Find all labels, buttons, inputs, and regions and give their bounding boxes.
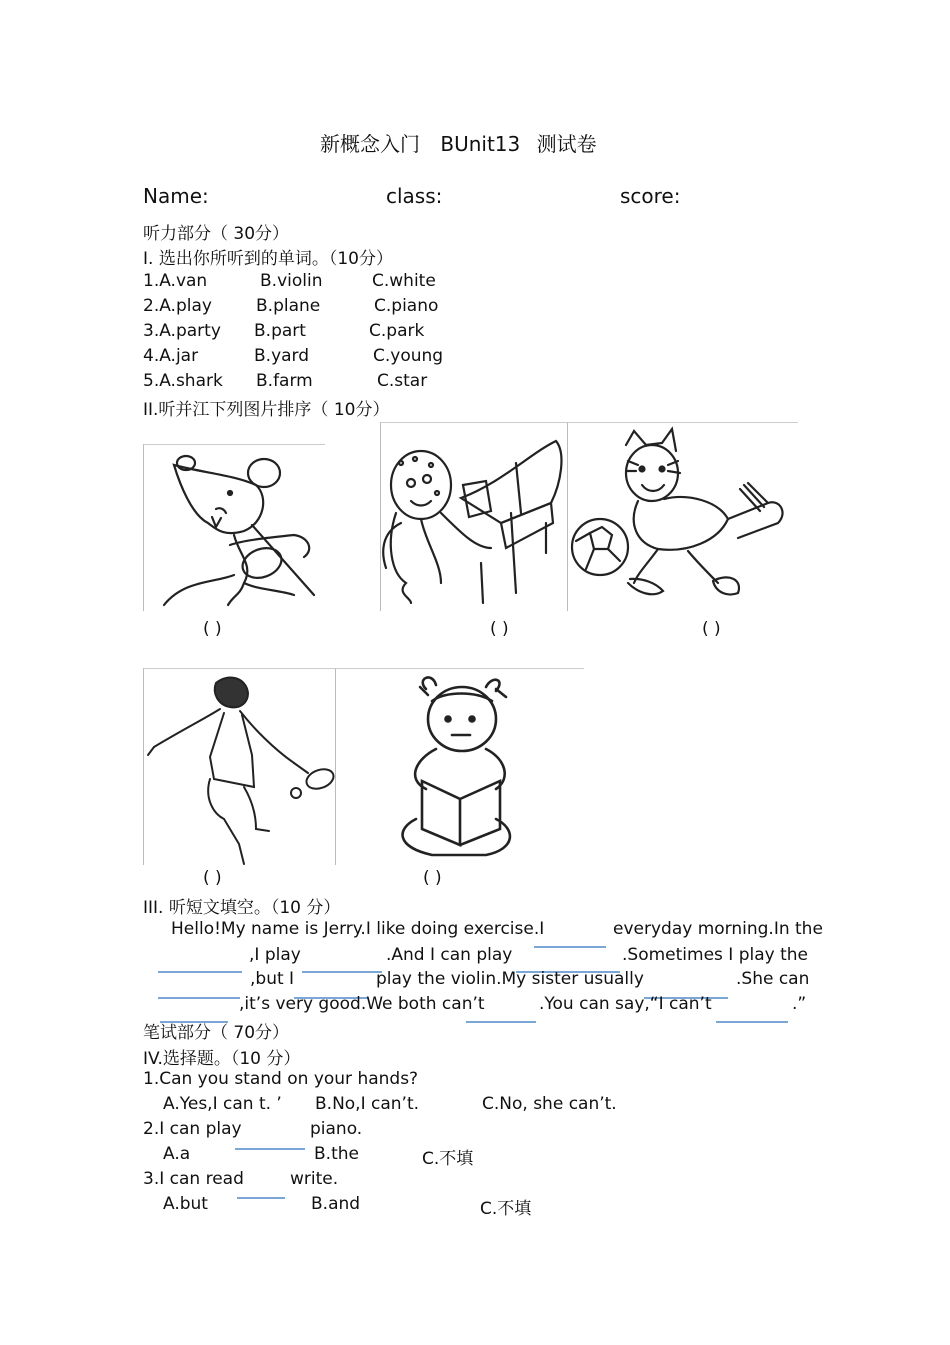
q3-option-a[interactable]: A.but — [163, 1194, 208, 1214]
passage-line-4-c: .” — [792, 994, 807, 1014]
s1-r3-a: 3.A.party — [143, 321, 221, 341]
section3-heading: III. 听短文填空。（10 分） — [143, 898, 341, 918]
q3-text-b: write. — [290, 1169, 339, 1189]
q1-text: 1.Can you stand on your hands? — [143, 1069, 419, 1089]
score-label: score: — [620, 184, 681, 208]
q1-option-c[interactable]: C.No, she can’t. — [482, 1094, 617, 1114]
passage-line-1-text: Hello!My name is Jerry.I like doing exercise.I — [171, 919, 545, 939]
q1-option-b[interactable]: B.No,I can’t. — [315, 1094, 420, 1114]
passage-line-3-c: .She can — [736, 969, 810, 989]
s1-r4-c: C.young — [373, 346, 444, 366]
s1-r4-b: B.yard — [254, 346, 310, 366]
s1-r2-c: C.piano — [374, 296, 439, 316]
passage-line-3-b: play the violin.My sister usually — [376, 969, 644, 989]
name-label: Name: — [143, 184, 209, 208]
passage-line-2-c: .Sometimes I play the — [622, 945, 808, 965]
s1-r5-c: C.star — [377, 371, 428, 391]
q2-option-a[interactable]: A.a — [163, 1144, 191, 1164]
octopus-piano-picture — [380, 422, 568, 611]
q2-option-b[interactable]: B.the — [314, 1144, 359, 1164]
q2-text-a: 2.I can play — [143, 1119, 242, 1139]
s1-r4-a: 4.A.jar — [143, 346, 199, 366]
section4-heading: IV.选择题。（10 分） — [143, 1049, 301, 1069]
fill-blank-1[interactable] — [534, 933, 606, 952]
class-label: class: — [386, 184, 443, 208]
passage-line-4-b: .You can say,“I can’t — [539, 994, 712, 1014]
s1-r5-a: 5.A.shark — [143, 371, 223, 391]
mouse-violin-picture — [143, 444, 325, 611]
passage-line-3-a: ,but I — [250, 969, 295, 989]
passage-line-1-end: everyday morning.In the — [613, 919, 823, 939]
q3-option-b[interactable]: B.and — [311, 1194, 361, 1214]
fill-blank-9[interactable] — [466, 1008, 536, 1027]
q2-text-b: piano. — [310, 1119, 363, 1139]
s1-r3-c: C.park — [369, 321, 425, 341]
answer-paren-1[interactable]: ( ) — [203, 619, 222, 639]
section2-heading: II.听并江下列图片排序（ 10分） — [143, 400, 390, 420]
q1-option-a[interactable]: A.Yes,I can t. ’ — [163, 1094, 282, 1114]
answer-paren-5[interactable]: ( ) — [423, 868, 442, 888]
section1-heading: I. 选出你所听到的单词。（10分） — [143, 249, 393, 269]
cat-football-picture — [567, 422, 798, 611]
listening-heading: 听力部分（ 30分） — [143, 224, 290, 244]
girl-reading-picture — [335, 668, 584, 865]
passage-line-2-a: ,I play — [249, 945, 301, 965]
s1-r2-a: 2.A.play — [143, 296, 212, 316]
s1-r1-c: C.white — [372, 271, 436, 291]
q3-blank[interactable] — [237, 1184, 285, 1203]
fill-blank-10[interactable] — [716, 1008, 788, 1027]
s1-r3-b: B.part — [254, 321, 306, 341]
q2-option-c[interactable]: C.不填 — [422, 1149, 474, 1169]
passage-line-2-b: .And I can play — [386, 945, 513, 965]
written-heading: 笔试部分（ 70分） — [143, 1023, 290, 1043]
q2-blank[interactable] — [235, 1135, 305, 1154]
answer-paren-4[interactable]: ( ) — [203, 868, 222, 888]
s1-r1-a: 1.A.van — [143, 271, 208, 291]
fill-blank-5[interactable] — [158, 984, 240, 1003]
passage-line-4-a: ,it’s very good.We both can’t — [239, 994, 485, 1014]
fill-blank-2[interactable] — [158, 958, 242, 977]
answer-paren-3[interactable]: ( ) — [702, 619, 721, 639]
title-test: 测试卷 — [536, 132, 597, 156]
s1-r5-b: B.farm — [256, 371, 313, 391]
title-series: 新概念入门 — [320, 132, 420, 156]
page-title — [320, 128, 597, 157]
q3-option-c[interactable]: C.不填 — [480, 1199, 532, 1219]
q3-text-a: 3.I can read — [143, 1169, 244, 1189]
girl-tennis-picture — [143, 668, 336, 865]
fill-blank-3[interactable] — [302, 958, 382, 977]
s1-r2-b: B.plane — [256, 296, 321, 316]
answer-paren-2[interactable]: ( ) — [490, 619, 509, 639]
s1-r1-b: B.violin — [260, 271, 323, 291]
title-unit: BUnit13 — [440, 132, 521, 156]
